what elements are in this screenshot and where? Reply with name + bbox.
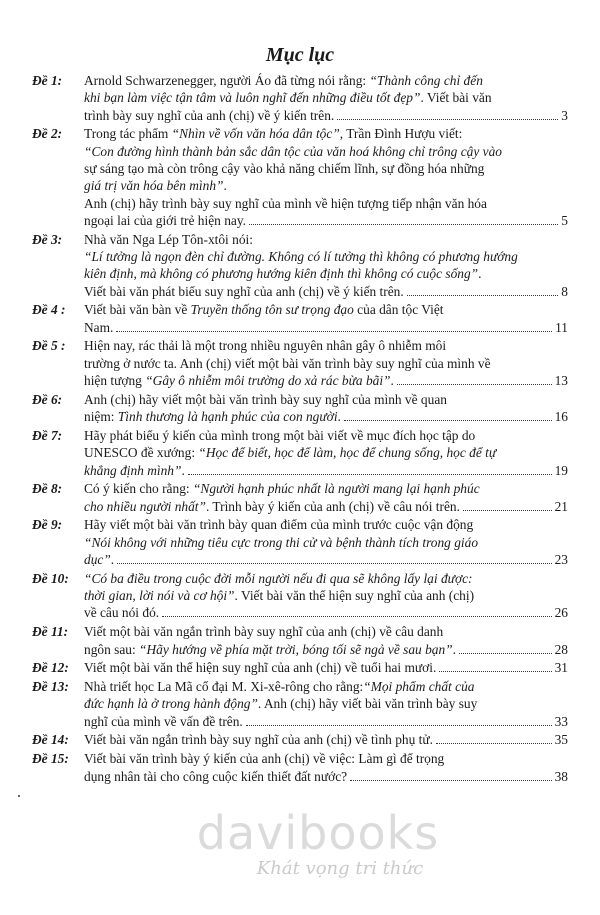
toc-entry[interactable] [32, 678, 568, 730]
toc-entry[interactable] [32, 516, 568, 568]
ink-speck [18, 795, 20, 797]
dot-leader [463, 510, 552, 511]
table-of-contents [32, 72, 568, 786]
toc-entry-line [32, 587, 568, 604]
toc-entry-line [32, 177, 568, 194]
toc-entry-text: dục”. [84, 552, 115, 568]
toc-entry-text: Viết bài văn phát biểu suy nghĩ của anh (chị) về ý kiến trên. [84, 283, 404, 299]
toc-entry-text: Viết một bài văn thể hiện suy nghĩ của anh (chị) về tuổi hai mươi. [84, 660, 437, 676]
toc-entry-text: kiên định, mà không có phương hướng kiên định thì không có cuộc sống”. [84, 266, 482, 282]
toc-entry-text: Trong tác phẩm “Nhìn về vốn văn hóa dân tộc”, Trần Đình Hượu viết: [84, 126, 463, 142]
toc-entry-line [32, 551, 568, 568]
toc-entry-line [32, 623, 568, 640]
toc-entry-line [32, 231, 568, 248]
toc-entry[interactable] [32, 750, 568, 785]
toc-entry[interactable] [32, 480, 568, 515]
toc-entry-line [32, 89, 568, 106]
toc-entry-label: Đề 15: [32, 751, 69, 767]
dot-leader [459, 653, 552, 654]
dot-leader [117, 563, 551, 564]
dot-leader [188, 474, 552, 475]
toc-entry-line [32, 160, 568, 177]
toc-entry-text: Arnold Schwarzenegger, người Áo đã từng nói rằng: “Thành công chỉ đến [84, 73, 483, 88]
toc-entry-line [32, 125, 568, 142]
toc-entry-line [32, 480, 568, 497]
toc-entry-line [32, 768, 568, 785]
toc-entry-text: Nam. [84, 319, 114, 335]
toc-entry[interactable] [32, 427, 568, 479]
toc-page-number: 11 [555, 319, 568, 335]
toc-entry-line [32, 695, 568, 712]
toc-entry-text: trình bày suy nghĩ của anh (chị) về ý kiến trên. [84, 107, 335, 123]
dot-leader [246, 725, 552, 726]
toc-entry-line [32, 195, 568, 212]
toc-entry[interactable] [32, 125, 568, 229]
toc-page-number: 38 [554, 768, 568, 784]
toc-page-number: 31 [554, 660, 568, 676]
toc-entry-text: Nhà văn Nga Lép Tôn-xtôi nói: [84, 231, 253, 247]
toc-entry-label: Đề 10: [32, 570, 69, 586]
toc-entry-text: Viết một bài văn ngắn trình bày suy nghĩ của anh (chị) về câu danh [84, 624, 444, 640]
toc-entry-text: UNESCO đề xướng: “Học để biết, học để làm, học để chung sống, học để tự [84, 445, 497, 461]
dot-leader [439, 671, 551, 672]
toc-entry[interactable] [32, 391, 568, 426]
toc-entry-line [32, 498, 568, 515]
toc-entry-label: Đề 14: [32, 732, 69, 748]
toc-page-number: 23 [554, 552, 568, 568]
toc-entry-line [32, 678, 568, 695]
toc-entry-label: Đề 3: [32, 231, 63, 247]
toc-entry-text: nghĩ của mình về vấn đề trên. [84, 713, 243, 729]
toc-entry-line [32, 659, 568, 676]
toc-entry-line [32, 427, 568, 444]
toc-entry-line [32, 107, 568, 124]
toc-page-number: 33 [554, 713, 568, 729]
toc-entry-line [32, 391, 568, 408]
toc-entry-text: “Con đường hình thành bản sắc dân tộc của văn hoá không chỉ trông cậy vào [84, 143, 502, 159]
dot-leader [116, 331, 552, 332]
toc-entry-text: ngoại lai của giới trẻ hiện nay. [84, 212, 247, 228]
toc-entry-line [32, 212, 568, 229]
toc-entry[interactable] [32, 301, 568, 336]
toc-entry-label: Đề 2: [32, 126, 63, 142]
toc-entry-label: Đề 5 : [32, 338, 66, 354]
toc-page-number: 13 [554, 373, 568, 389]
watermark-brand: davibooks [196, 806, 440, 860]
toc-entry-line [32, 641, 568, 658]
toc-entry-text: “Có ba điều trong cuộc đời mỗi người nếu đi qua sẽ không lấy lại được: [84, 570, 473, 586]
dot-leader [436, 743, 552, 744]
toc-entry-label: Đề 11: [32, 624, 69, 640]
toc-entry-text: niệm: Tình thương là hạnh phúc của con người. [84, 409, 341, 425]
toc-entry-text: hiện tượng “Gây ô nhiễm môi trường do xả rác bừa bãi”. [84, 373, 394, 389]
toc-page-number: 8 [561, 283, 568, 299]
dot-leader [162, 616, 551, 617]
toc-entry-text: khẳng định mình”. [84, 462, 185, 478]
toc-entry-line [32, 408, 568, 425]
toc-entry-line [32, 301, 568, 318]
toc-entry-label: Đề 7: [32, 427, 63, 443]
toc-entry-label: Đề 13: [32, 679, 69, 695]
toc-entry-label: Đề 6: [32, 391, 63, 407]
dot-leader [249, 224, 558, 225]
toc-entry-text: giá trị văn hóa bên mình”. [84, 178, 227, 194]
toc-page-number: 21 [554, 498, 568, 514]
toc-entry-line [32, 750, 568, 767]
toc-entry-text: Viết bài văn bàn về Truyền thống tôn sư trọng đạo của dân tộc Việt [84, 302, 444, 318]
toc-entry[interactable] [32, 731, 568, 748]
toc-entry-line [32, 516, 568, 533]
toc-entry-text: Nhà triết học La Mã cổ đại M. Xi-xê-rông cho rằng:“Mọi phẩm chất của [84, 679, 475, 695]
toc-entry-line [32, 372, 568, 389]
toc-entry-text: Anh (chị) hãy viết một bài văn trình bày suy nghĩ của mình về quan [84, 391, 447, 407]
dot-leader [344, 420, 552, 421]
toc-entry-line [32, 462, 568, 479]
toc-entry-text: “Lí tưởng là ngọn đèn chỉ đường. Không có lí tưởng thì không có phương hướng [84, 248, 518, 264]
toc-entry-text: cho nhiều người nhất”. Trình bày ý kiến của anh (chị) về câu nói trên. [84, 498, 460, 514]
toc-entry-line [32, 570, 568, 587]
toc-entry[interactable] [32, 337, 568, 389]
toc-entry-text: trường ở nước ta. Anh (chị) viết một bài văn trình bày suy nghĩ của mình về [84, 355, 491, 371]
toc-entry-line [32, 604, 568, 621]
toc-entry-label: Đề 8: [32, 481, 63, 497]
toc-entry-text: Hãy phát biểu ý kiến của mình trong một bài viết về mục đích học tập do [84, 427, 476, 443]
toc-entry[interactable] [32, 72, 568, 124]
toc-entry-line [32, 731, 568, 748]
toc-entry-text: đức hạnh là ở trong hành động”. Anh (chị) hãy viết bài văn trình bày suy [84, 696, 478, 712]
toc-entry[interactable] [32, 570, 568, 622]
toc-entry-text: ngôn sau: “Hãy hướng về phía mặt trời, bóng tối sẽ ngả về sau bạn”. [84, 641, 456, 657]
watermark-slogan: Khát vọng tri thức [256, 858, 424, 879]
toc-entry-line [32, 713, 568, 730]
dot-leader [407, 295, 559, 296]
toc-entry-line [32, 337, 568, 354]
toc-entry-label: Đề 1: [32, 73, 63, 88]
toc-page-number: 28 [554, 641, 568, 657]
toc-entry-text: về câu nói đó. [84, 605, 160, 621]
toc-entry-text: dụng nhân tài cho công cuộc kiến thiết đất nước? [84, 768, 348, 784]
toc-page-number: 5 [561, 212, 568, 228]
toc-page-number: 35 [554, 732, 568, 748]
toc-entry-text: Viết bài văn ngắn trình bày suy nghĩ của anh (chị) về tình phụ tử. [84, 732, 433, 748]
toc-entry-label: Đề 9: [32, 517, 63, 533]
toc-entry-line [32, 444, 568, 461]
toc-entry-line [32, 248, 568, 265]
toc-entry[interactable] [32, 623, 568, 658]
toc-entry-line [32, 534, 568, 551]
toc-entry-text: Anh (chị) hãy trình bày suy nghĩ của mình về hiện tượng tiếp nhận văn hóa [84, 195, 487, 211]
toc-entry-text: Hiện nay, rác thải là một trong nhiều nguyên nhân gây ô nhiễm môi [84, 338, 447, 354]
toc-entry-line [32, 143, 568, 160]
toc-entry[interactable] [32, 659, 568, 676]
dot-leader [337, 119, 558, 120]
toc-entry-text: Hãy viết một bài văn trình bày quan điểm của mình trước cuộc vận động [84, 517, 474, 533]
toc-entry-text: thời gian, lời nói và cơ hội”. Viết bài văn thể hiện suy nghĩ của anh (chị) [84, 588, 475, 604]
page-title: Mục lục [265, 44, 335, 66]
toc-entry-line [32, 283, 568, 300]
toc-entry-text: Viết bài văn trình bày ý kiến của anh (chị) về việc: Làm gì để trọng [84, 751, 445, 767]
toc-entry-line [32, 72, 568, 89]
toc-entry-line [32, 265, 568, 282]
toc-entry-text: Có ý kiến cho rằng: “Người hạnh phúc nhất là người mang lại hạnh phúc [84, 481, 480, 497]
dot-leader [350, 780, 552, 781]
toc-entry-line [32, 319, 568, 336]
toc-page-number: 16 [554, 409, 568, 425]
toc-page-number: 19 [554, 462, 568, 478]
toc-entry[interactable] [32, 231, 568, 300]
toc-entry-label: Đề 4 : [32, 302, 66, 318]
toc-entry-text: sự sáng tạo mà còn trông cậy vào khả năng chiếm lĩnh, sự đồng hóa những [84, 160, 485, 176]
toc-page-number: 26 [554, 605, 568, 621]
dot-leader [397, 384, 552, 385]
toc-entry-text: khi bạn làm việc tận tâm và luôn nghĩ đến những điều tốt đẹp”. Viết bài văn [84, 90, 492, 106]
toc-entry-line [32, 355, 568, 372]
toc-page-number: 3 [561, 107, 568, 123]
toc-entry-text: “Nói không với những tiêu cực trong thi cử và bệnh thành tích trong giáo [84, 534, 479, 550]
toc-entry-label: Đề 12: [32, 660, 69, 676]
